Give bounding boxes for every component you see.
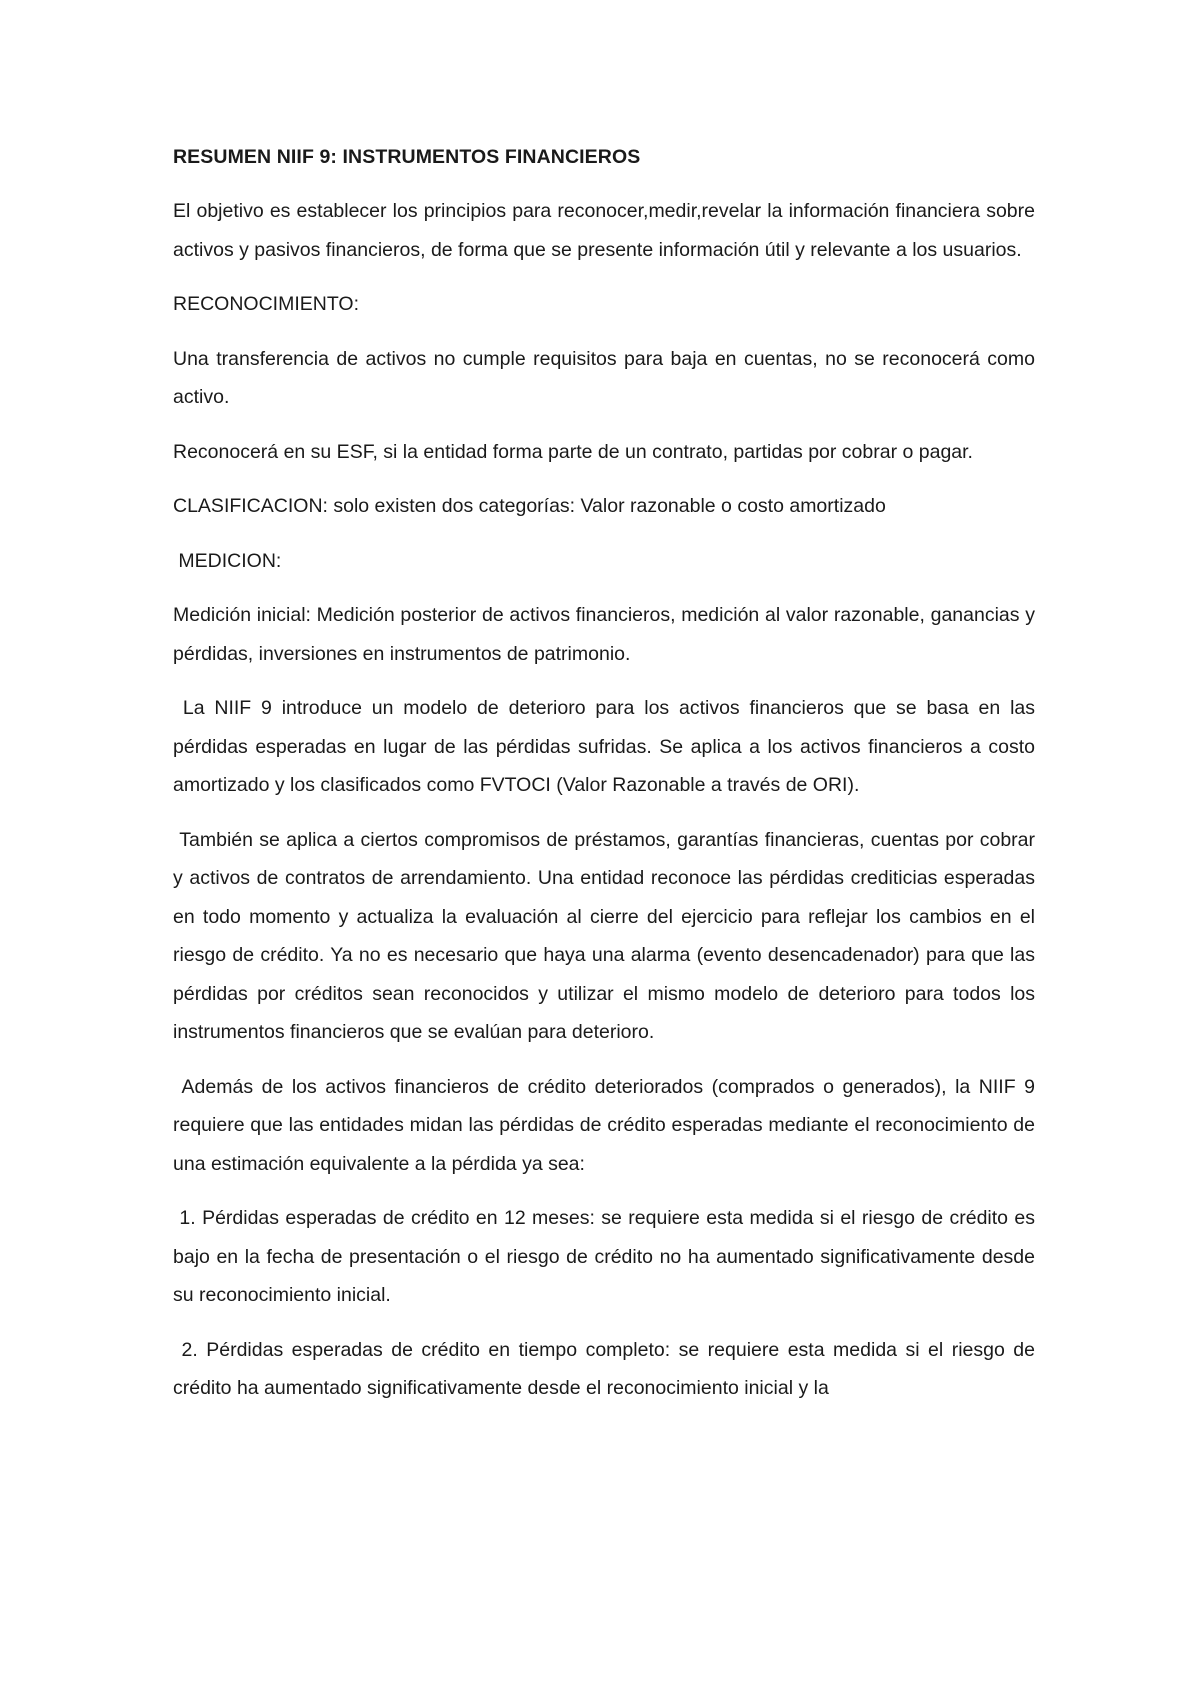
list-item-12-meses: 1. Pérdidas esperadas de crédito en 12 meses: se requiere esta medida si el riesgo de crédito es bajo en la fecha de presentación o el riesgo de crédito no ha aumentado significativamente desde su reconocimiento inicial. xyxy=(173,1207,1041,1306)
paragraph-ademas: Además de los activos financieros de crédito deteriorados (comprados o generados), la NIIF 9 requiere que las entidades midan las pérdidas de crédito esperadas mediante el reconocimiento de una estimación equivalente a la pérdida ya sea: xyxy=(173,1075,1041,1175)
paragraph-transferencia: Una transferencia de activos no cumple requisitos para baja en cuentas, no se reconocerá como activo. xyxy=(173,347,1041,408)
paragraph-esf: Reconocerá en su ESF, si la entidad forma parte de un contrato, partidas por cobrar o pagar. xyxy=(173,440,973,463)
heading-reconocimiento: RECONOCIMIENTO: xyxy=(173,293,359,315)
paragraph-objetivo: El objetivo es establecer los principios para reconocer,medir,revelar la información financiera sobre activos y pasivos financieros, de forma que se presente información útil y relevante a los usuarios. xyxy=(173,200,1041,261)
document-body xyxy=(173,138,1041,1424)
paragraph-modelo-deterioro: La NIIF 9 introduce un modelo de deterioro para los activos financieros que se basa en las pérdidas esperadas en lugar de las pérdidas sufridas. Se aplica a los activos financieros a costo amortizado y los clasificados como FVTOCI (Valor Razonable a través de ORI). xyxy=(173,697,1041,796)
list-item-tiempo-completo: 2. Pérdidas esperadas de crédito en tiempo completo: se requiere esta medida si el riesgo de crédito ha aumentado significativamente desde el reconocimiento inicial y la xyxy=(173,1338,1041,1399)
paragraph-compromisos: También se aplica a ciertos compromisos de préstamos, garantías financieras, cuentas por cobrar y activos de contratos de arrendamiento. Una entidad reconoce las pérdidas crediticias esperadas en todo momento y actualiza la evaluación al cierre del ejercicio para reflejar los cambios en el riesgo de crédito. Ya no es necesario que haya una alarma (evento desencadenador) para que las pérdidas por créditos sean reconocidos y utilizar el mismo modelo de deterioro para todos los instrumentos financieros que se evalúan para deterioro. xyxy=(173,828,1041,1043)
document-title: RESUMEN NIIF 9: INSTRUMENTOS FINANCIEROS xyxy=(173,146,641,168)
paragraph-clasificacion: CLASIFICACION: solo existen dos categorías: Valor razonable o costo amortizado xyxy=(173,495,886,517)
heading-medicion: MEDICION: xyxy=(173,549,282,572)
paragraph-medicion-inicial: Medición inicial: Medición posterior de activos financieros, medición al valor razonable, ganancias y pérdidas, inversiones en instrumentos de patrimonio. xyxy=(173,604,1041,665)
